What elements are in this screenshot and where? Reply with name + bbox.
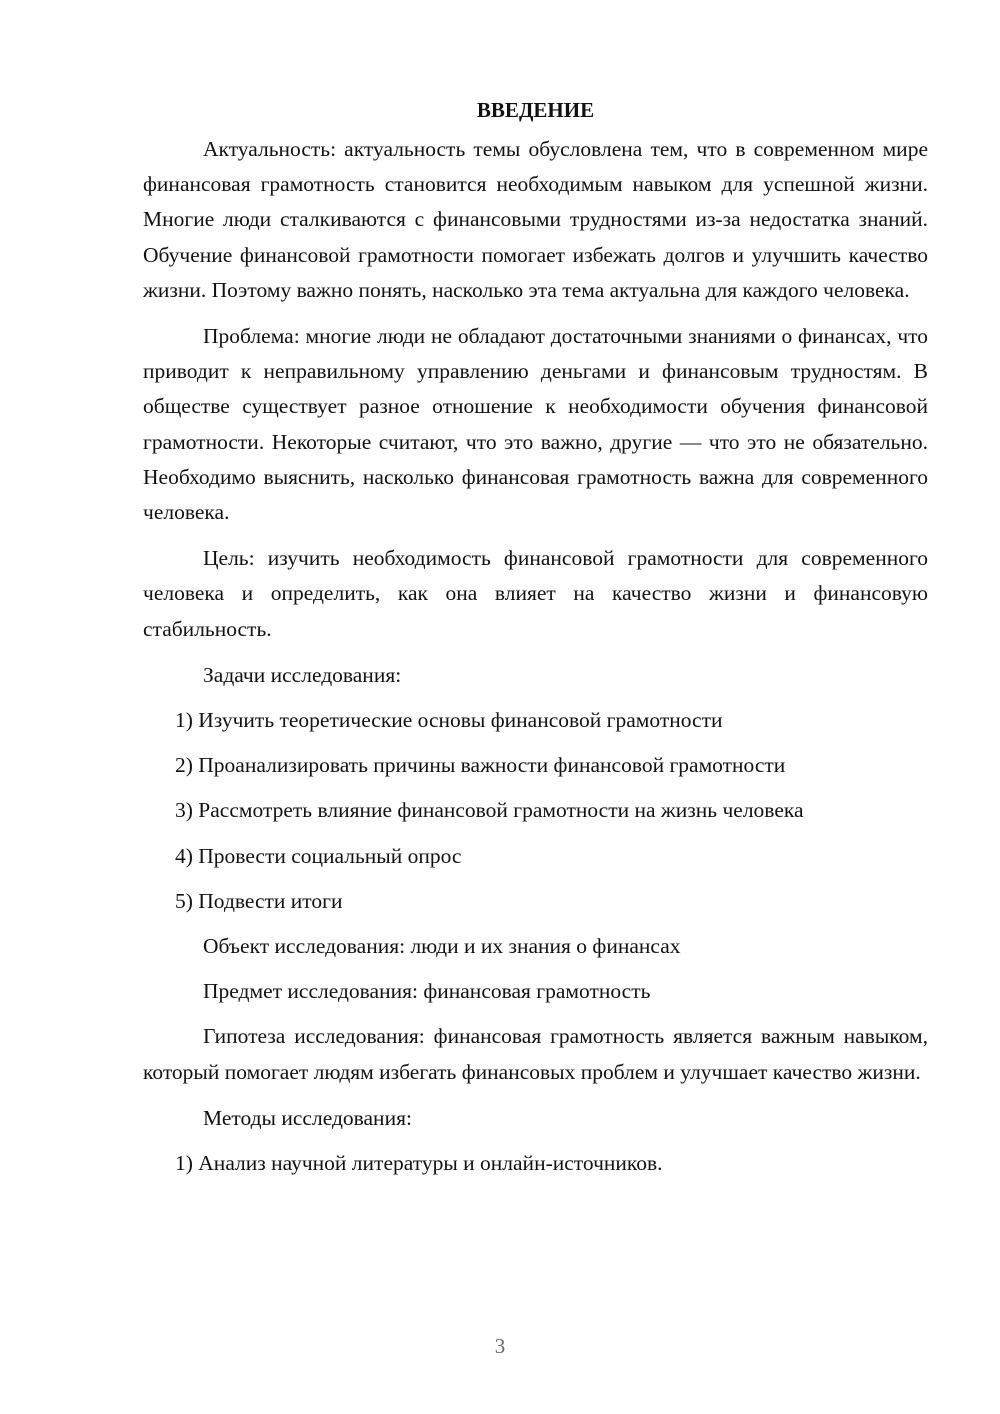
subject-line: Предмет исследования: финансовая грамотность <box>203 979 651 1004</box>
methods-list <box>143 1146 928 1181</box>
document-page <box>143 94 928 1191</box>
methods-label: Методы исследования: <box>203 1105 412 1130</box>
list-item: 2) Проанализировать причины важности финансовой грамотности <box>175 753 786 778</box>
hypothesis-paragraph: Гипотеза исследования: финансовая грамотность является важным навыком, который помогает людям избегать финансовых проблем и улучшает качество жизни. <box>143 1024 928 1084</box>
section-heading: ВВЕДЕНИЕ <box>476 98 595 122</box>
tasks-label: Задачи исследования: <box>203 662 402 687</box>
list-item: 4) Провести социальный опрос <box>175 843 462 868</box>
list-item: 1) Изучить теоретические основы финансовой грамотности <box>175 708 723 733</box>
relevance-paragraph: Актуальность: актуальность темы обусловлена тем, что в современном мире финансовая грамотность становится необходимым навыком для успешной жизни. Многие люди сталкиваются с финансовыми трудностями из-за недостатка знаний. Обучение финансовой грамотности помогает избежать долгов и улучшить качество жизни. Поэтому важно понять, насколько эта тема актуальна для каждого человека. <box>143 137 928 302</box>
goal-paragraph: Цель: изучить необходимость финансовой грамотности для современного человека и определить, как она влияет на качество жизни и финансовую стабильность. <box>143 546 928 641</box>
list-item: 1) Анализ научной литературы и онлайн-источников. <box>175 1151 663 1176</box>
tasks-list <box>143 703 928 919</box>
list-item: 3) Рассмотреть влияние финансовой грамотности на жизнь человека <box>175 798 804 823</box>
object-line: Объект исследования: люди и их знания о финансах <box>203 934 681 959</box>
problem-paragraph: Проблема: многие люди не обладают достаточными знаниями о финансах, что приводит к неправильному управлению деньгами и финансовым трудностям. В обществе существует разное отношение к необходимости обучения финансовой грамотности. Некоторые считают, что это важно, другие — что это не обязательно. Необходимо выяснить, насколько финансовая грамотность важна для современного человека. <box>143 324 928 525</box>
list-item: 5) Подвести итоги <box>175 888 343 913</box>
page-number: 3 <box>494 1334 506 1358</box>
